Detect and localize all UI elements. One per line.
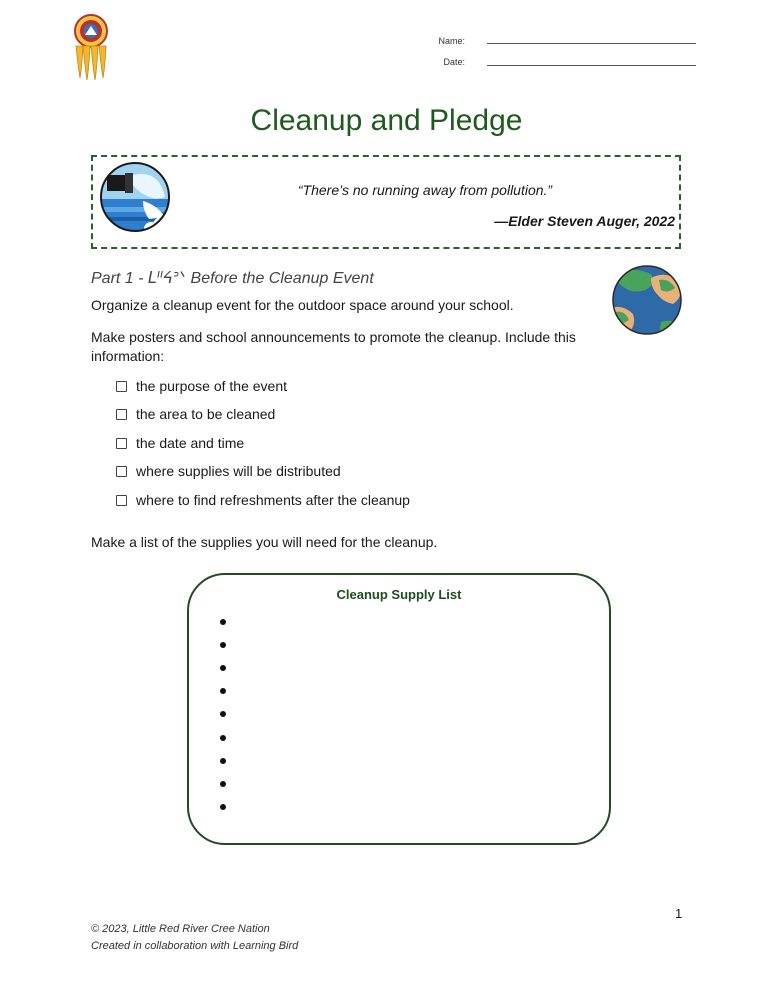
name-field[interactable] bbox=[487, 43, 696, 44]
checklist-item[interactable] bbox=[116, 406, 275, 422]
checkbox[interactable] bbox=[116, 495, 127, 506]
checklist-item[interactable] bbox=[116, 463, 341, 479]
name-label: Name: bbox=[438, 36, 465, 46]
quote-box bbox=[91, 155, 681, 249]
checklist-item[interactable] bbox=[116, 435, 244, 451]
date-label: Date: bbox=[443, 57, 465, 67]
supply-list-box bbox=[187, 573, 611, 845]
supply-list-bullet bbox=[220, 781, 226, 787]
checkbox[interactable] bbox=[116, 381, 127, 392]
part-heading: Part 1 - ᒪᐦᔦᐣᐠ Before the Cleanup Event bbox=[91, 270, 374, 287]
checklist-item-label: the date and time bbox=[136, 435, 245, 451]
checklist-item[interactable] bbox=[116, 378, 287, 394]
checklist-item-label: where supplies will be distributed bbox=[136, 463, 341, 479]
supply-list-title: Cleanup Supply List bbox=[336, 587, 462, 602]
quote-text: “There’s no running away from pollution.” bbox=[297, 182, 553, 198]
checklist-item-label: the purpose of the event bbox=[136, 378, 287, 394]
quote-author: —Elder Steven Auger, 2022 bbox=[494, 213, 675, 229]
date-field[interactable] bbox=[487, 65, 696, 66]
earth-icon bbox=[611, 264, 683, 336]
checkbox[interactable] bbox=[116, 438, 127, 449]
supply-list-bullet bbox=[220, 804, 226, 810]
supply-list-bullet bbox=[220, 735, 226, 741]
checkbox[interactable] bbox=[116, 466, 127, 477]
checklist-item[interactable] bbox=[116, 492, 410, 508]
instruction-paragraph: Organize a cleanup event for the outdoor space around your school. bbox=[91, 297, 514, 313]
checklist-item-label: where to find refreshments after the cleanup bbox=[136, 492, 410, 508]
supply-list-bullet bbox=[220, 758, 226, 764]
page-title: Cleanup and Pledge bbox=[250, 104, 523, 137]
supply-list-bullet bbox=[220, 619, 226, 625]
checklist-item-label: the area to be cleaned bbox=[136, 406, 276, 422]
instruction-paragraph: Make a list of the supplies you will need for the cleanup. bbox=[91, 534, 438, 550]
pollution-pipe-icon bbox=[99, 161, 171, 233]
footer-copyright: © 2023, Little Red River Cree Nation bbox=[91, 923, 270, 935]
checkbox[interactable] bbox=[116, 409, 127, 420]
instruction-paragraph: Make posters and school announcements to promote the cleanup. Include this information: bbox=[91, 329, 576, 364]
footer-credit: Created in collaboration with Learning Bird bbox=[91, 940, 299, 952]
page-number: 1 bbox=[675, 906, 683, 921]
nation-logo-icon bbox=[70, 14, 112, 80]
